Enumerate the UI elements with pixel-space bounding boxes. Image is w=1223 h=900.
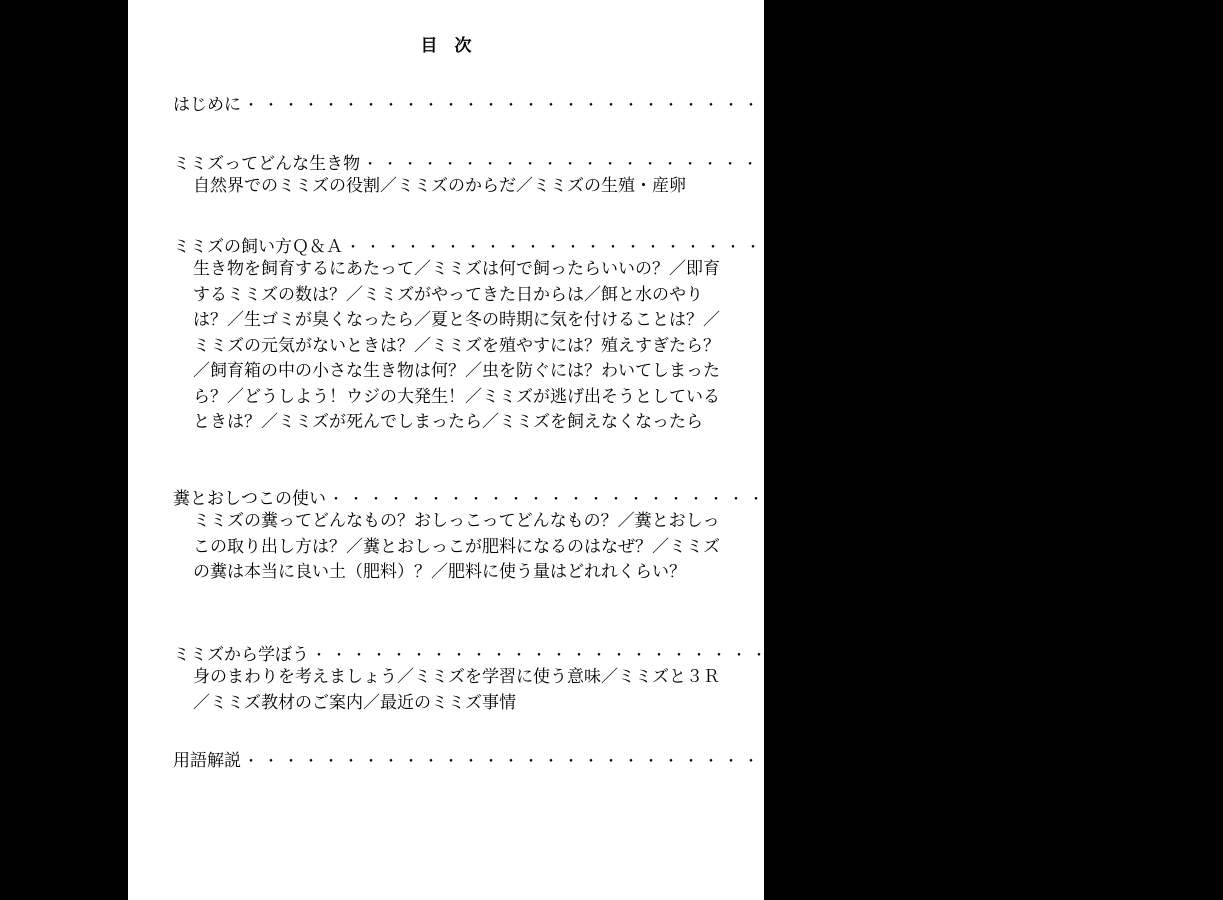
toc-entry-page-number: ３９ <box>1087 751 1121 771</box>
toc-entry-subtopics: 身のまわりを考えましょう／ミミズを学習に使う意味／ミミズと３Ｒ／ミミズ教材のご案内／最近のミミズ事情 <box>193 667 720 713</box>
toc-leader-dots: ・・・・・・・・・・・・・・・・・・・・・・・・・・・・・・・・・・・・・・・・・・ <box>346 240 1186 256</box>
toc-entry-title: 糞とおしつこの使い <box>173 489 326 509</box>
toc-entry-title: ミミズってどんな生き物 <box>173 154 361 174</box>
toc-entry-page-number: ３１ <box>1155 645 1189 665</box>
toc-entry-page-number: ２５ <box>1172 489 1206 509</box>
toc-entry <box>173 484 1206 586</box>
toc-entry-title: はじめに <box>173 95 241 115</box>
toc-entry-title: ミミズから学ぼう <box>173 645 309 665</box>
toc-entry-line <box>173 484 1206 509</box>
toc-leader-dots: ・・・・・・・・・・・・・・・・・・・・・・・・・・・・・・・・・・・・・・・・・・ <box>363 157 1204 173</box>
toc-entry-page-number: 5 <box>1206 154 1217 174</box>
toc-entry-line <box>173 149 1217 174</box>
toc-entry-line <box>173 640 1189 665</box>
toc-entry <box>173 232 1223 436</box>
toc-leader-dots: ・・・・・・・・・・・・・・・・・・・・・・・・・・・・・・・・・・・・・・・・・・ <box>244 754 1084 770</box>
toc-entry-line <box>173 746 1121 771</box>
toc-entry-line <box>173 232 1223 257</box>
toc-entry-title: ミミズの飼い方Ｑ＆Ａ <box>173 237 343 257</box>
toc-entry-page-number: １３ <box>1189 237 1223 257</box>
toc-entry-subtopics: 生き物を飼育するにあたって／ミミズは何で飼ったらいいの？／即育するミミズの数は？／ミミズがやってきた日からは／餌と水のやりは？／生ゴミが臭くなったら／夏と冬の時期に気を付けることは？／ミミズの元気がないときは？／ミミズを殖やすには？殖えすぎたら？／飼育箱の中の小さな生き物は何？／虫を防ぐには？わいてしまったら？／どうしよう！ウジの大発生！／ミミズが逃げ出そうとしているときは？／ミミズが死んでしまったら／ミミズを飼えなくなったら <box>193 259 720 432</box>
toc-entry-subtopics: 自然界でのミミズの役割／ミミズのからだ／ミミズの生殖・産卵 <box>193 176 686 196</box>
toc-entry-subtopics: ミミズの糞ってどんなもの？おしっこってどんなもの？／糞とおしっこの取り出し方は？／糞とおしっこが肥料になるのはなぜ？／ミミズの糞は本当に良い土（肥料）？／肥料に使う量はどれれくらい？ <box>193 511 720 582</box>
page-title: 目 次 <box>420 36 472 56</box>
toc-entry-title: 用語解説 <box>173 751 241 771</box>
toc-entry-page-number: 3 <box>1087 95 1098 115</box>
document-page <box>128 0 1223 900</box>
toc-leader-dots: ・・・・・・・・・・・・・・・・・・・・・・・・・・・・・・・・・・・・・・・・・・ <box>329 492 1169 508</box>
toc-leader-dots: ・・・・・・・・・・・・・・・・・・・・・・・・・・・・・・・・・・・・・・・・・・ <box>244 98 1084 114</box>
toc-entry-line <box>173 90 1098 115</box>
toc-entry <box>173 746 1121 771</box>
toc-entry <box>173 640 1189 716</box>
toc-leader-dots: ・・・・・・・・・・・・・・・・・・・・・・・・・・・・・・・・・・・・・・・・・・ <box>312 648 1152 664</box>
toc-entry <box>173 149 1217 200</box>
toc-entry <box>173 90 1098 115</box>
